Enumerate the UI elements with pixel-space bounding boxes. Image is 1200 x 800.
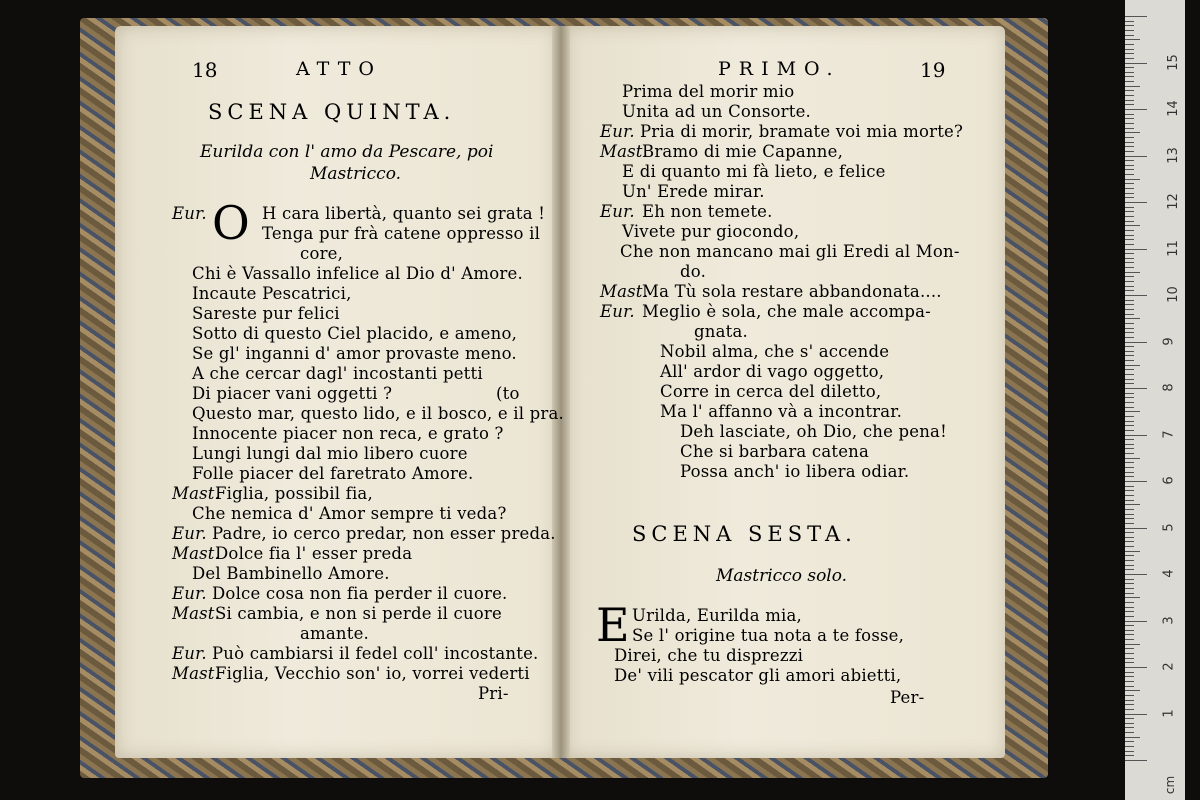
ruler-tick xyxy=(1125,607,1134,608)
verse-line: amante. xyxy=(300,624,369,643)
ruler-tick xyxy=(1125,276,1134,277)
ruler-tick xyxy=(1125,323,1134,324)
ruler-tick xyxy=(1125,565,1134,566)
ruler-tick xyxy=(1125,439,1134,440)
verse-line: Pria di morir, bramate voi mia morte? xyxy=(640,122,964,141)
ruler-tick xyxy=(1125,621,1147,622)
ruler-tick xyxy=(1125,86,1140,87)
scene-title-quinta: SCENA QUINTA. xyxy=(208,100,456,124)
turnover-text: (to xyxy=(496,384,520,403)
ruler-tick xyxy=(1125,602,1134,603)
ruler-tick xyxy=(1125,262,1134,263)
scene-title-sesta: SCENA SESTA. xyxy=(632,522,857,546)
ruler-tick xyxy=(1125,472,1134,473)
ruler-tick xyxy=(1125,616,1134,617)
ruler-tick xyxy=(1125,337,1134,338)
ruler-tick xyxy=(1125,718,1134,719)
ruler-tick xyxy=(1125,741,1134,742)
ruler-tick xyxy=(1125,314,1134,315)
ruler-tick xyxy=(1125,216,1134,217)
ruler-tick xyxy=(1125,235,1134,236)
ruler-tick xyxy=(1125,332,1134,333)
ruler-number: 2 xyxy=(1161,662,1177,671)
speaker-label: Mast. xyxy=(600,282,649,301)
ruler-number: 11 xyxy=(1165,239,1181,257)
ruler-tick xyxy=(1125,481,1147,482)
book-gutter xyxy=(552,26,570,758)
verse-line: Sareste pur felici xyxy=(192,304,340,323)
ruler-tick xyxy=(1125,393,1134,394)
verse-line: H cara libertà, quanto sei grata ! xyxy=(262,204,546,223)
ruler-tick xyxy=(1125,179,1140,180)
left-running-head: ATTO xyxy=(296,58,382,80)
verse-line: Padre, io cerco predar, non esser preda. xyxy=(212,524,556,543)
ruler-tick xyxy=(1125,476,1134,477)
drop-cap-e: E xyxy=(596,598,630,652)
verse-line: Può cambiarsi il fedel coll' incostante. xyxy=(212,644,539,663)
verse-line: Dolce cosa non fia perder il cuore. xyxy=(212,584,508,603)
verse-line: gnata. xyxy=(694,322,748,341)
ruler-tick xyxy=(1125,444,1134,445)
ruler-tick xyxy=(1125,351,1134,352)
left-catchword: Pri- xyxy=(478,684,509,703)
verse-line: Eh non temete. xyxy=(642,202,773,221)
ruler-tick xyxy=(1125,430,1134,431)
verse-line: Urilda, Eurilda mia, xyxy=(632,606,802,625)
ruler-number: 7 xyxy=(1161,429,1177,439)
ruler-tick xyxy=(1125,528,1147,529)
ruler-tick xyxy=(1125,365,1140,366)
ruler-tick xyxy=(1125,755,1134,756)
ruler-number: 8 xyxy=(1161,383,1177,392)
ruler-tick xyxy=(1125,58,1134,59)
ruler-tick xyxy=(1125,709,1134,710)
ruler-tick xyxy=(1125,751,1134,752)
ruler-tick xyxy=(1125,551,1140,552)
speaker-label: Mast. xyxy=(172,664,221,683)
ruler-number: 4 xyxy=(1161,569,1177,578)
ruler-tick xyxy=(1125,21,1134,22)
ruler-tick xyxy=(1125,583,1134,584)
ruler-tick xyxy=(1125,560,1134,561)
ruler-tick xyxy=(1125,574,1147,575)
ruler-number: 14 xyxy=(1165,100,1181,117)
ruler-tick xyxy=(1125,328,1134,329)
verse-line: Innocente piacer non reca, e grato ? xyxy=(192,424,504,443)
ruler-tick xyxy=(1125,44,1134,45)
ruler-tick xyxy=(1125,425,1134,426)
ruler-tick xyxy=(1125,151,1134,152)
ruler-tick xyxy=(1125,318,1140,319)
ruler-unit: cm xyxy=(1163,775,1178,795)
ruler-tick xyxy=(1125,137,1134,138)
ruler-tick xyxy=(1125,249,1147,250)
ruler-tick xyxy=(1125,486,1134,487)
verse-line: Nobil alma, che s' accende xyxy=(660,342,890,361)
ruler-tick xyxy=(1125,374,1134,375)
verse-line: Che non mancano mai gli Eredi al Mon- xyxy=(620,242,960,261)
ruler-number: 3 xyxy=(1161,615,1177,625)
ruler-number: 9 xyxy=(1161,336,1177,346)
verse-line: Prima del morir mio xyxy=(622,82,795,101)
ruler-tick xyxy=(1125,714,1147,715)
ruler-tick xyxy=(1125,295,1147,296)
verse-line: Unita ad un Consorte. xyxy=(622,102,811,121)
ruler-tick xyxy=(1125,388,1147,389)
ruler-tick xyxy=(1125,625,1134,626)
verse-line: Meglio è sola, che male accompa- xyxy=(642,302,931,321)
drop-cap-o: O xyxy=(212,196,250,250)
stage-direction-line-2: Mastricco. xyxy=(310,164,402,184)
ruler-tick xyxy=(1125,518,1134,519)
ruler-tick xyxy=(1125,369,1134,370)
ruler-tick xyxy=(1125,653,1134,654)
speaker-label: Eur. xyxy=(172,524,207,543)
ruler-tick xyxy=(1125,90,1134,91)
ruler-tick xyxy=(1125,681,1134,682)
verse-line: Se l' origine tua nota a te fosse, xyxy=(632,626,905,645)
ruler-tick xyxy=(1125,672,1134,673)
verse-line: Possa anch' io libera odiar. xyxy=(680,462,910,481)
ruler-tick xyxy=(1125,183,1134,184)
ruler-tick xyxy=(1125,490,1134,491)
ruler-tick xyxy=(1125,667,1147,668)
verse-line: Figlia, Vecchio son' io, vorrei vederti xyxy=(215,664,530,683)
ruler-tick xyxy=(1125,156,1147,157)
ruler-tick xyxy=(1125,346,1134,347)
verse-line: De' vili pescator gli amori abietti, xyxy=(614,666,902,685)
speaker-label: Eur. xyxy=(600,202,635,221)
ruler-number: 5 xyxy=(1161,522,1177,532)
verse-line: Di piacer vani oggetti ? xyxy=(192,384,393,403)
ruler-tick xyxy=(1125,169,1134,170)
ruler-tick xyxy=(1125,239,1134,240)
verse-line: Dolce fia l' esser preda xyxy=(215,544,413,563)
verse-line: Vivete pur giocondo, xyxy=(622,222,800,241)
ruler-tick xyxy=(1125,704,1134,705)
ruler-tick xyxy=(1125,165,1134,166)
ruler-tick xyxy=(1125,569,1134,570)
verse-line: Incaute Pescatrici, xyxy=(192,284,352,303)
verse-line: Questo mar, questo lido, e il bosco, e il pra. xyxy=(192,404,564,423)
ruler-tick xyxy=(1125,676,1134,677)
ruler-tick xyxy=(1125,453,1134,454)
ruler-tick xyxy=(1125,737,1140,738)
verse-line: Corre in cerca del diletto, xyxy=(660,382,882,401)
ruler-tick xyxy=(1125,407,1134,408)
ruler-number: 12 xyxy=(1165,193,1181,210)
ruler-tick xyxy=(1125,30,1134,31)
ruler-tick xyxy=(1125,532,1134,533)
ruler-tick xyxy=(1125,272,1140,273)
ruler-tick xyxy=(1125,142,1134,143)
ruler-tick xyxy=(1125,100,1134,101)
verse-line: Direi, che tu disprezzi xyxy=(614,646,804,665)
ruler-tick xyxy=(1125,253,1134,254)
ruler-tick xyxy=(1125,462,1134,463)
ruler-tick xyxy=(1125,579,1134,580)
verse-line: Che si barbara catena xyxy=(680,442,870,461)
left-page-number: 18 xyxy=(192,58,218,82)
measuring-ruler xyxy=(1125,0,1185,800)
ruler-tick xyxy=(1125,225,1140,226)
ruler-tick xyxy=(1125,402,1134,403)
ruler-tick xyxy=(1125,467,1134,468)
ruler-tick xyxy=(1125,495,1134,496)
ruler-tick xyxy=(1125,290,1134,291)
ruler-tick xyxy=(1125,114,1134,115)
ruler-tick xyxy=(1125,146,1134,147)
ruler-tick xyxy=(1125,35,1134,36)
ruler-tick xyxy=(1125,662,1134,663)
ruler-tick xyxy=(1125,644,1140,645)
ruler-tick xyxy=(1125,500,1134,501)
ruler-tick xyxy=(1125,118,1134,119)
right-running-head: PRIMO. xyxy=(718,58,841,80)
ruler-tick xyxy=(1125,267,1134,268)
ruler-tick xyxy=(1125,695,1134,696)
verse-line: do. xyxy=(680,262,707,281)
ruler-tick xyxy=(1125,537,1134,538)
verse-line: Che nemica d' Amor sempre ti veda? xyxy=(192,504,507,523)
ruler-tick xyxy=(1125,555,1134,556)
ruler-tick xyxy=(1125,123,1134,124)
ruler-tick xyxy=(1125,509,1134,510)
verse-line: Lungi lungi dal mio libero cuore xyxy=(192,444,468,463)
ruler-number: 1 xyxy=(1161,708,1177,718)
verse-line: Del Bambinello Amore. xyxy=(192,564,390,583)
verse-line: Ma l' affanno và a incontrar. xyxy=(660,402,903,421)
verse-line: Chi è Vassallo infelice al Dio d' Amore. xyxy=(192,264,523,283)
ruler-tick xyxy=(1125,397,1134,398)
ruler-number: 6 xyxy=(1161,476,1177,485)
speaker-label: Mast. xyxy=(172,484,221,503)
ruler-tick xyxy=(1125,309,1134,310)
verse-line: A che cercar dagl' incostanti petti xyxy=(192,364,483,383)
ruler-tick xyxy=(1125,258,1134,259)
ruler-tick xyxy=(1125,300,1134,301)
ruler-tick xyxy=(1125,211,1134,212)
ruler-tick xyxy=(1125,76,1134,77)
ruler-tick xyxy=(1125,504,1140,505)
ruler-tick xyxy=(1125,383,1134,384)
right-catchword: Per- xyxy=(890,688,925,707)
ruler-tick xyxy=(1125,355,1134,356)
ruler-tick xyxy=(1125,193,1134,194)
ruler-tick xyxy=(1125,732,1134,733)
verse-line: Tenga pur frà catene oppresso il xyxy=(262,224,541,243)
ruler-tick xyxy=(1125,634,1134,635)
ruler-tick xyxy=(1125,109,1147,110)
ruler-tick xyxy=(1125,723,1134,724)
speaker-label: Eur. xyxy=(172,204,207,223)
ruler-tick xyxy=(1125,411,1140,412)
ruler-tick xyxy=(1125,727,1134,728)
ruler-tick xyxy=(1125,72,1134,73)
ruler-tick xyxy=(1125,221,1134,222)
ruler-tick xyxy=(1125,458,1140,459)
ruler-tick xyxy=(1125,379,1134,380)
ruler-tick xyxy=(1125,690,1140,691)
verse-line: Figlia, possibil fia, xyxy=(215,484,373,503)
verse-line: E di quanto mi fà lieto, e felice xyxy=(622,162,886,181)
speaker-label: Mast. xyxy=(172,604,221,623)
ruler-tick xyxy=(1125,514,1134,515)
verse-line: Ma Tù sola restare abbandonata.... xyxy=(642,282,942,301)
ruler-tick xyxy=(1125,197,1134,198)
ruler-tick xyxy=(1125,658,1134,659)
verse-line: Folle piacer del faretrato Amore. xyxy=(192,464,474,483)
ruler-tick xyxy=(1125,648,1134,649)
ruler-tick xyxy=(1125,67,1134,68)
ruler-tick xyxy=(1125,746,1134,747)
ruler-tick xyxy=(1125,202,1147,203)
ruler-tick xyxy=(1125,128,1134,129)
ruler-tick xyxy=(1125,63,1147,64)
ruler-tick xyxy=(1125,342,1147,343)
ruler-tick xyxy=(1125,188,1134,189)
ruler-tick xyxy=(1125,104,1134,105)
speaker-label: Eur. xyxy=(600,302,635,321)
ruler-tick xyxy=(1125,523,1134,524)
ruler-tick xyxy=(1125,25,1134,26)
ruler-tick xyxy=(1125,546,1134,547)
ruler-tick xyxy=(1125,416,1134,417)
ruler-tick xyxy=(1125,81,1134,82)
verse-line: Deh lasciate, oh Dio, che pena! xyxy=(680,422,947,441)
ruler-tick xyxy=(1125,53,1134,54)
ruler-tick xyxy=(1125,174,1134,175)
ruler-number: 13 xyxy=(1165,146,1181,164)
stage-direction-solo: Mastricco solo. xyxy=(716,566,848,586)
ruler-tick xyxy=(1125,244,1134,245)
verse-line: Un' Erede mirar. xyxy=(622,182,765,201)
ruler-tick xyxy=(1125,760,1147,761)
ruler-tick xyxy=(1125,207,1134,208)
ruler-tick xyxy=(1125,16,1147,17)
ruler-tick xyxy=(1125,686,1134,687)
ruler-tick xyxy=(1125,541,1134,542)
ruler-tick xyxy=(1125,588,1134,589)
speaker-label: Mast. xyxy=(600,142,649,161)
ruler-tick xyxy=(1125,281,1134,282)
ruler-tick xyxy=(1125,639,1134,640)
ruler-tick xyxy=(1125,593,1134,594)
verse-line: Sotto di questo Ciel placido, e ameno, xyxy=(192,324,518,343)
ruler-tick xyxy=(1125,597,1140,598)
ruler-number: 15 xyxy=(1165,53,1181,71)
ruler-tick xyxy=(1125,160,1134,161)
speaker-label: Eur. xyxy=(172,644,207,663)
verse-line: core, xyxy=(300,244,344,263)
speaker-label: Mast. xyxy=(172,544,221,563)
ruler-tick xyxy=(1125,435,1147,436)
verse-line: All' ardor di vago oggetto, xyxy=(660,362,885,381)
ruler-tick xyxy=(1125,95,1134,96)
ruler-tick xyxy=(1125,421,1134,422)
ruler-tick xyxy=(1125,286,1134,287)
ruler-tick xyxy=(1125,132,1140,133)
ruler-tick xyxy=(1125,700,1134,701)
ruler-tick xyxy=(1125,304,1134,305)
ruler-tick xyxy=(1125,39,1140,40)
ruler-tick xyxy=(1125,49,1134,50)
verse-line: Si cambia, e non si perde il cuore xyxy=(215,604,502,623)
ruler-number: 10 xyxy=(1165,286,1181,303)
ruler-tick xyxy=(1125,611,1134,612)
ruler-tick xyxy=(1125,360,1134,361)
verse-line: Se gl' inganni d' amor provaste meno. xyxy=(192,344,517,363)
speaker-label: Eur. xyxy=(172,584,207,603)
right-page-number: 19 xyxy=(920,58,946,82)
verse-line: Bramo di mie Capanne, xyxy=(642,142,844,161)
ruler-tick xyxy=(1125,230,1134,231)
stage-direction-line-1: Eurilda con l' amo da Pescare, poi xyxy=(200,142,494,162)
ruler-tick xyxy=(1125,448,1134,449)
ruler-tick xyxy=(1125,630,1134,631)
speaker-label: Eur. xyxy=(600,122,635,141)
